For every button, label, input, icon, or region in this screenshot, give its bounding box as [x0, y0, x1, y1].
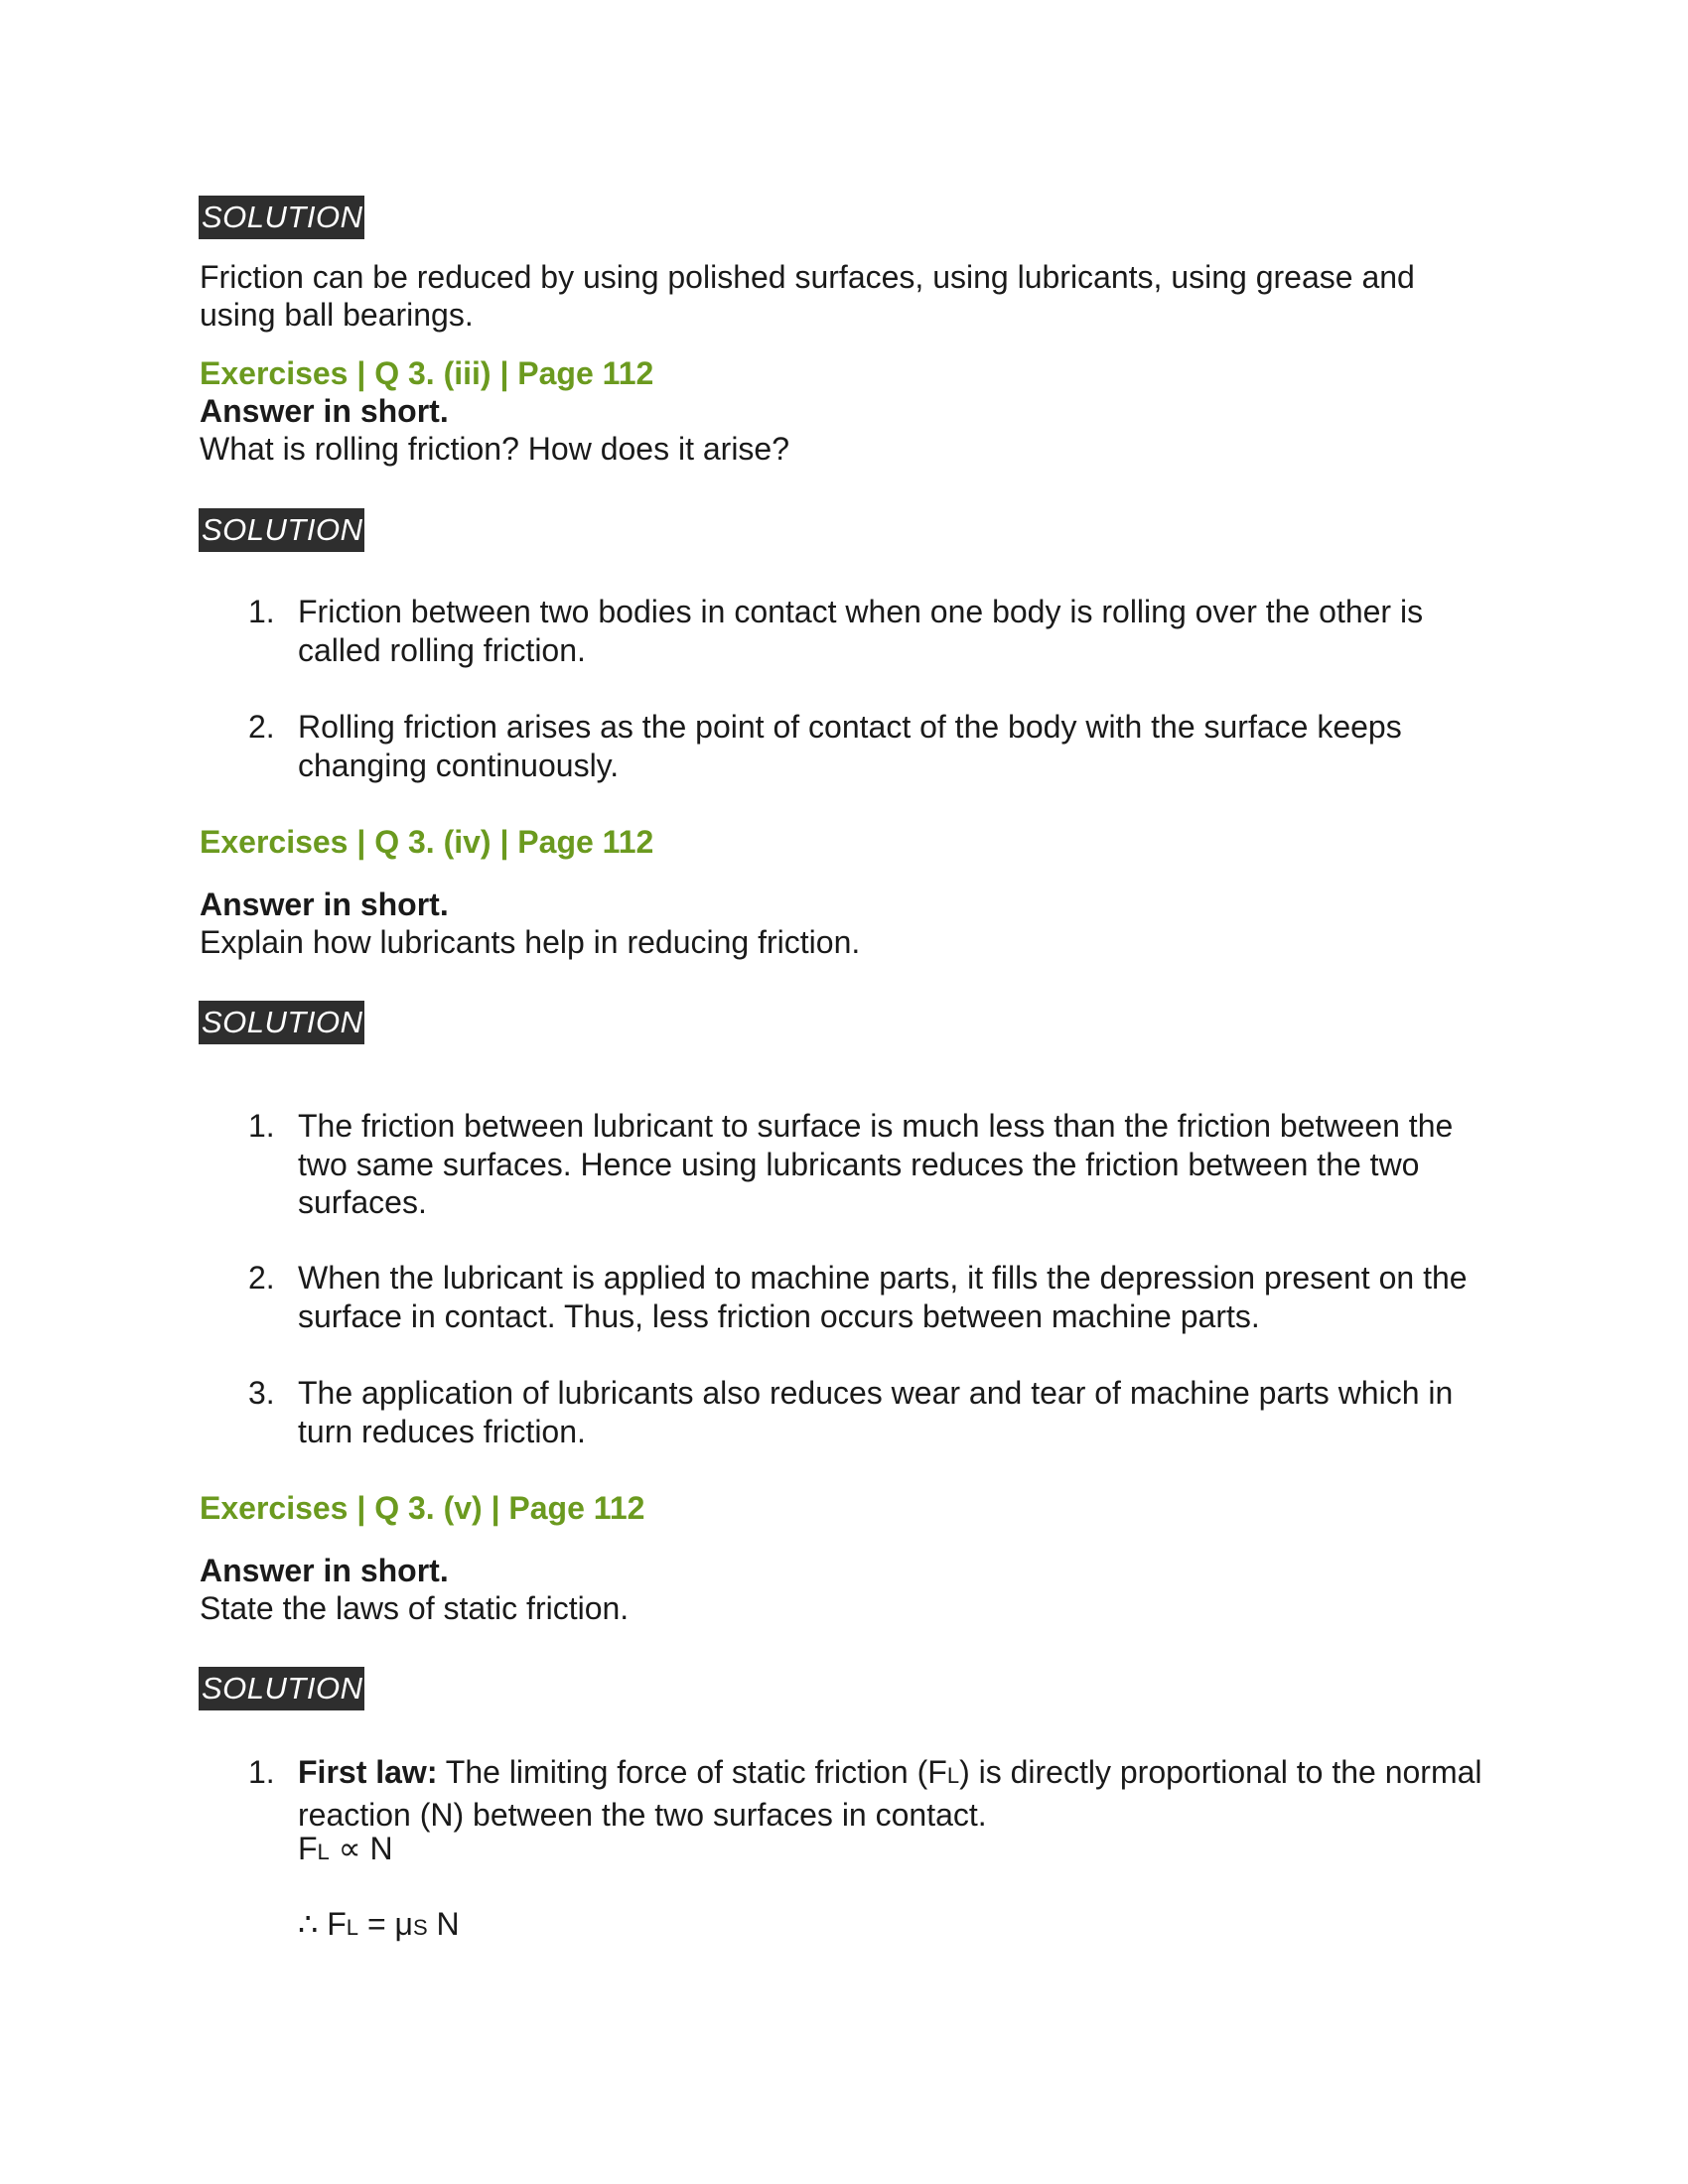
list-number: 2.: [248, 1260, 275, 1296]
subscript: S: [412, 1915, 428, 1940]
solution-label: SOLUTION: [199, 508, 364, 552]
question-instruction: Answer in short.: [200, 1553, 449, 1588]
equation-symbol: F: [298, 1831, 318, 1866]
subscript: L: [946, 1763, 960, 1788]
list-number: 1.: [248, 1754, 275, 1790]
equation-rest: N: [427, 1906, 460, 1942]
question-block: [200, 1552, 1490, 1627]
law-text-part: ) is directly proportional to the normal reaction (N) between the two surfaces in contact.: [298, 1754, 1482, 1833]
list-text: [298, 1753, 1489, 1834]
question-text: What is rolling friction? How does it arise?: [200, 431, 790, 467]
solution-label: SOLUTION: [199, 1667, 364, 1710]
question-text: Explain how lubricants help in reducing friction.: [200, 924, 861, 960]
law-text-part: The limiting force of static friction (F: [437, 1754, 947, 1790]
question-text: State the laws of static friction.: [200, 1590, 630, 1626]
solution-label: SOLUTION: [199, 1001, 364, 1044]
exercise-heading: Exercises | Q 3. (iii) | Page 112: [200, 355, 654, 391]
list-item: [248, 1374, 1489, 1450]
equation-symbol: = μ: [358, 1906, 413, 1942]
equation-proportional: [298, 1830, 393, 1871]
exercise-heading: Exercises | Q 3. (v) | Page 112: [200, 1490, 645, 1526]
list-number: 1.: [248, 1108, 275, 1144]
equation-rest: ∝ N: [329, 1831, 393, 1866]
solution-label: SOLUTION: [199, 196, 364, 239]
solution-text: Friction can be reduced by using polished surfaces, using lubricants, using grease and using ball bearings.: [200, 259, 1415, 333]
list-text: When the lubricant is applied to machine parts, it fills the depression present on the surface in contact. Thus, less friction occurs between machine parts.: [298, 1260, 1468, 1334]
equation-limiting-friction: [298, 1905, 460, 1947]
question-block: [200, 392, 1490, 468]
law-title: First law:: [298, 1754, 438, 1790]
list-item: [248, 1107, 1489, 1222]
subscript: L: [346, 1915, 359, 1940]
list-item: [248, 1259, 1489, 1335]
list-item: [248, 1753, 1489, 1834]
equation-symbol: ∴ F: [298, 1906, 347, 1942]
list-item: [248, 708, 1489, 784]
question-block: [200, 886, 1490, 961]
list-item: [248, 593, 1489, 669]
question-instruction: Answer in short.: [200, 887, 449, 922]
list-text: The friction between lubricant to surface is much less than the friction between the two same surfaces. Hence using lubricants reduces the friction between the two surfaces.: [298, 1108, 1454, 1220]
list-text: The application of lubricants also reduces wear and tear of machine parts which in turn reduces friction.: [298, 1375, 1454, 1449]
list-text: Rolling friction arises as the point of contact of the body with the surface keeps changing continuously.: [298, 709, 1402, 783]
list-number: 2.: [248, 709, 275, 745]
list-text: Friction between two bodies in contact when one body is rolling over the other is called rolling friction.: [298, 594, 1424, 668]
list-number: 3.: [248, 1375, 275, 1411]
question-instruction: Answer in short.: [200, 393, 449, 429]
subscript: L: [317, 1840, 330, 1864]
exercise-heading: Exercises | Q 3. (iv) | Page 112: [200, 824, 654, 860]
list-number: 1.: [248, 594, 275, 629]
